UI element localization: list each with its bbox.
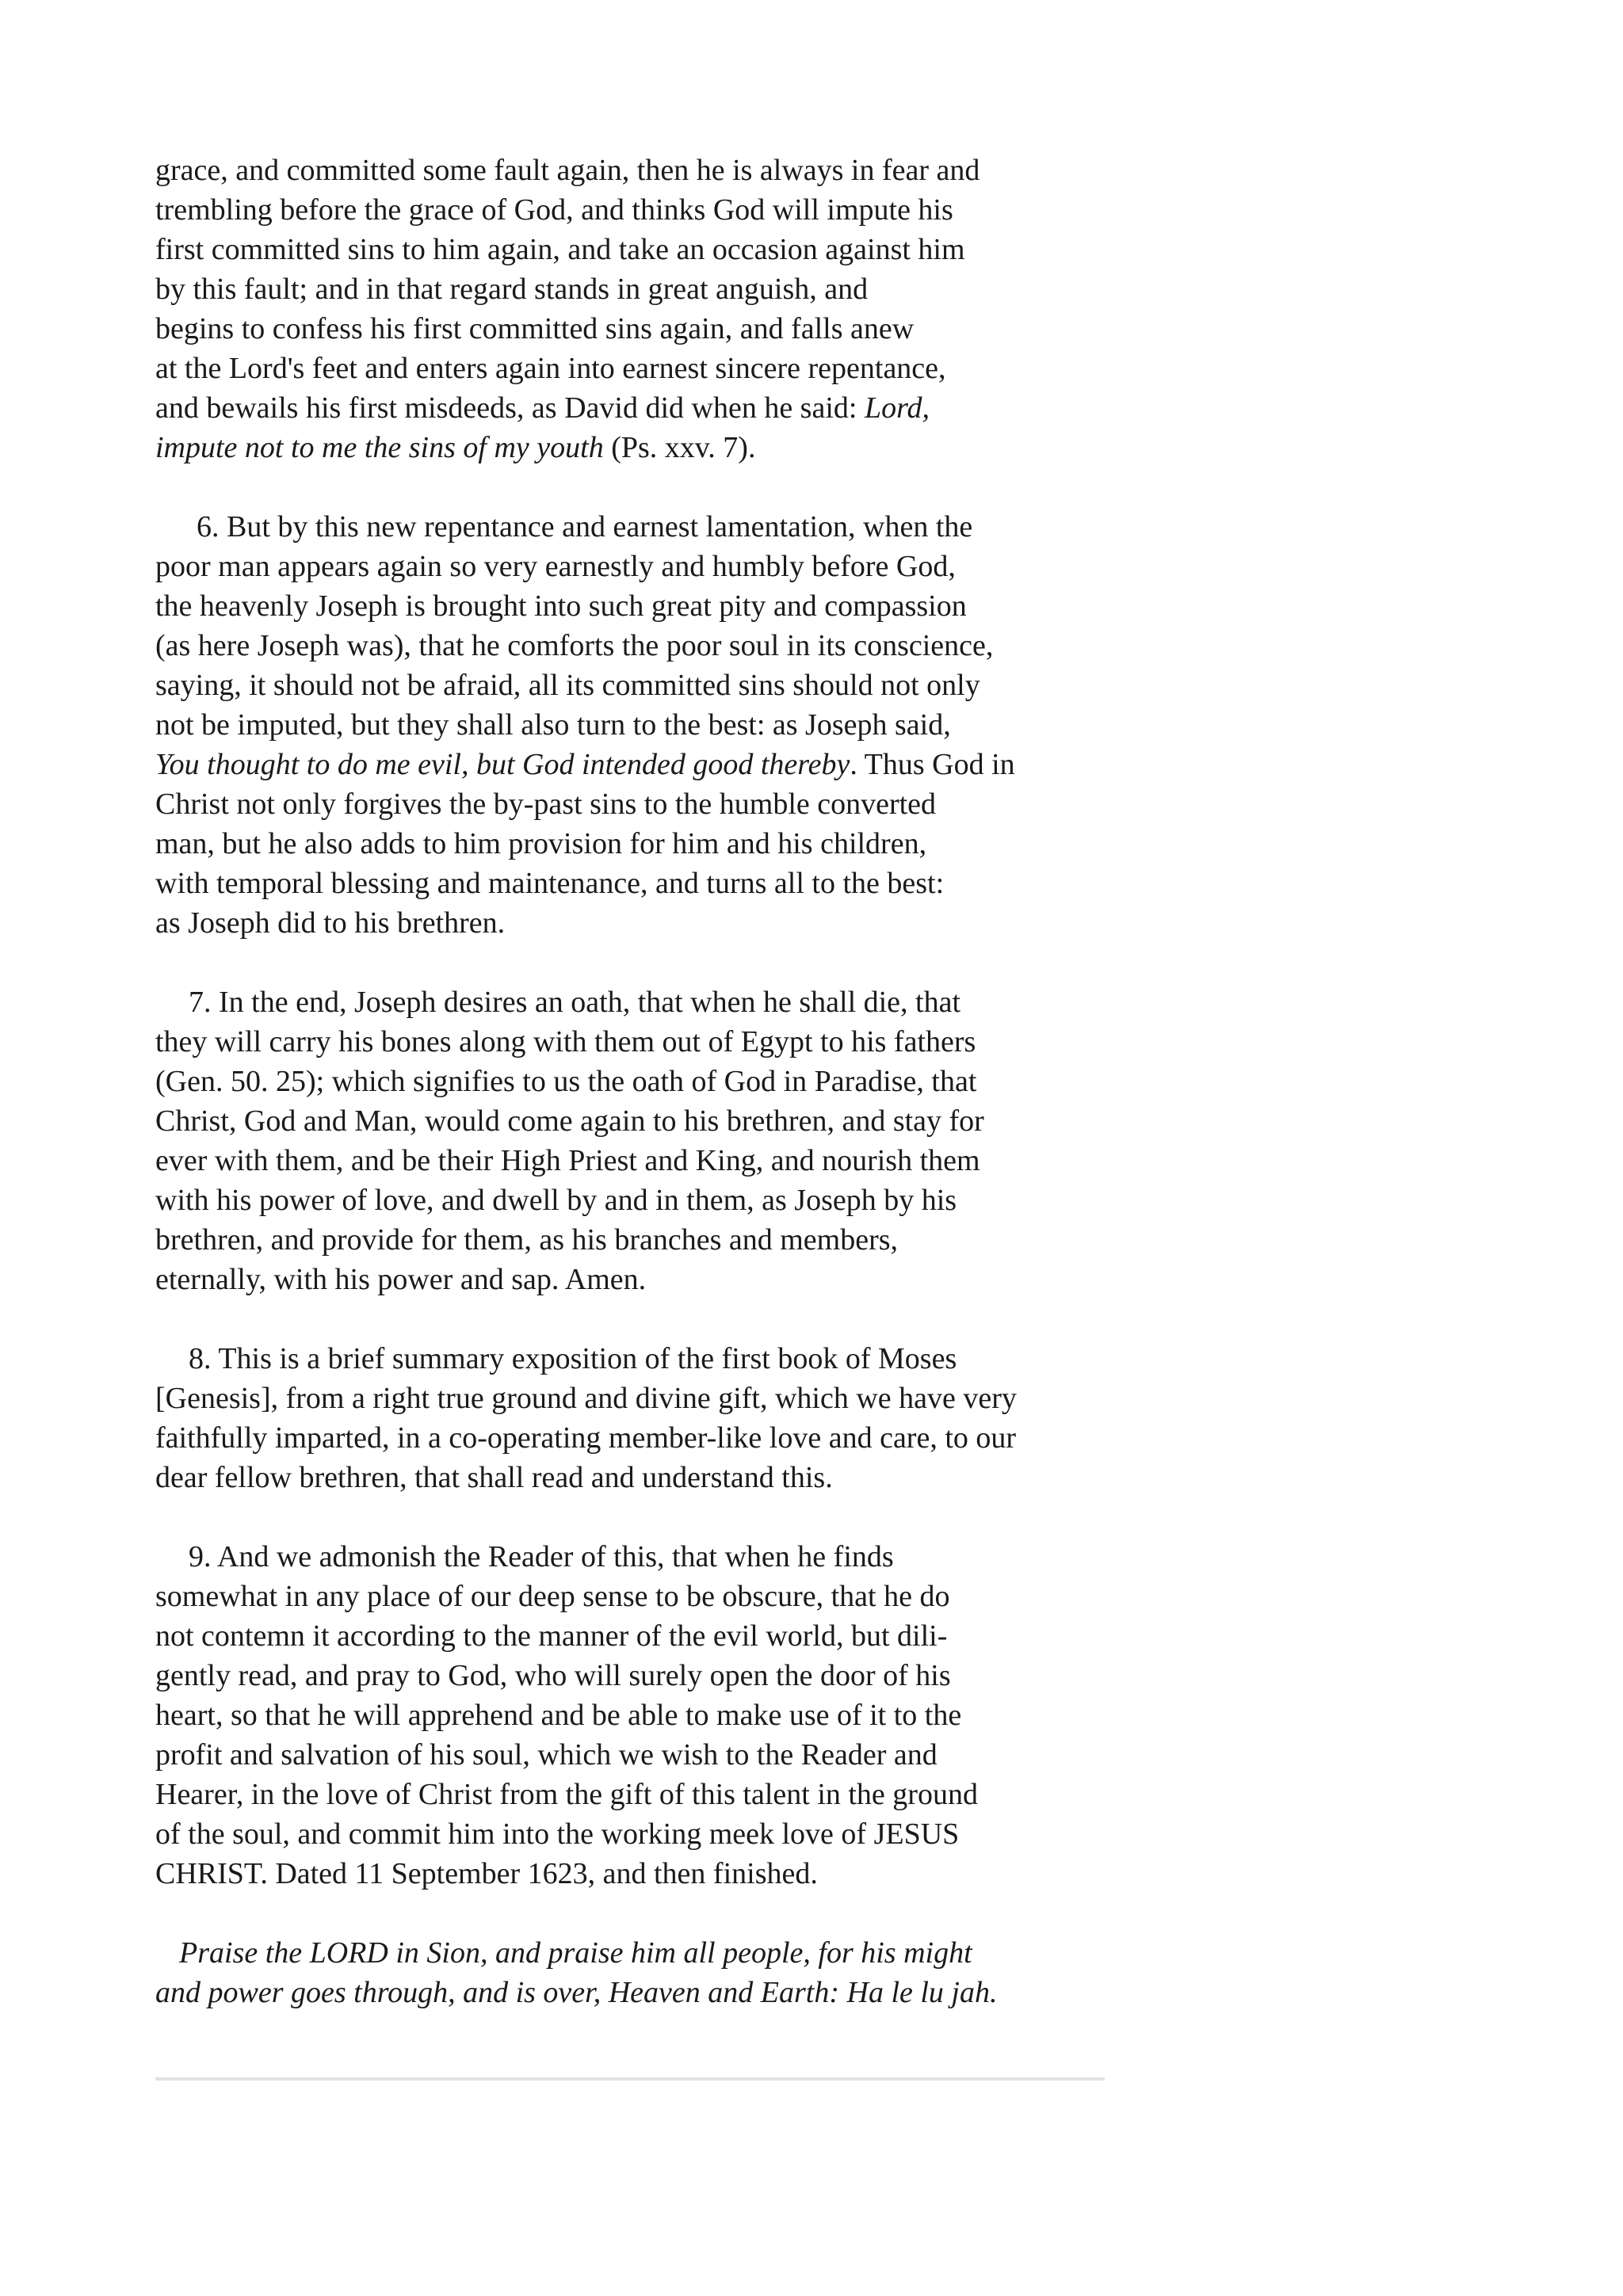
text-line: trembling before the grace of God, and thinks God will impute his xyxy=(155,193,953,227)
document-body xyxy=(155,151,1122,2052)
text-line: saying, it should not be afraid, all its committed sins should not only xyxy=(155,669,980,702)
text-line: of the soul, and commit him into the working meek love of JESUS xyxy=(155,1817,960,1851)
text-line: somewhat in any place of our deep sense to be obscure, that he do xyxy=(155,1580,950,1613)
text-line: begins to confess his first committed sins again, and falls anew xyxy=(155,312,915,345)
text-line: with temporal blessing and maintenance, and turns all to the best: xyxy=(155,867,945,900)
text-line: [Genesis], from a right true ground and divine gift, which we have very xyxy=(155,1382,1017,1415)
text-line: 6. But by this new repentance and earnest lamentation, when the xyxy=(197,510,973,543)
text-line: ever with them, and be their High Priest and King, and nourish them xyxy=(155,1144,980,1177)
text-line: Christ not only forgives the by-past sins to the humble converted xyxy=(155,788,937,821)
text-line: 9. And we admonish the Reader of this, that when he finds xyxy=(189,1540,894,1573)
text-line: heart, so that he will apprehend and be able to make use of it to the xyxy=(155,1699,962,1732)
text-line: (Gen. 50. 25); which signifies to us the oath of God in Paradise, that xyxy=(155,1065,977,1098)
text-line: by this fault; and in that regard stands in great anguish, and xyxy=(155,273,869,306)
horizontal-rule xyxy=(155,2077,1105,2081)
text-line: 8. This is a brief summary exposition of the first book of Moses xyxy=(189,1342,957,1375)
text-line: not contemn it according to the manner of the evil world, but dili- xyxy=(155,1619,948,1653)
text-line: grace, and committed some fault again, then he is always in fear and xyxy=(155,154,980,187)
text-line: 7. In the end, Joseph desires an oath, that when he shall die, that xyxy=(189,986,961,1019)
text-line: not be imputed, but they shall also turn to the best: as Joseph said, xyxy=(155,708,951,742)
scripture-quote: impute not to me the sins of my youth xyxy=(155,431,604,464)
text-line: first committed sins to him again, and take an occasion against him xyxy=(155,233,965,266)
scripture-quote: You thought to do me evil, but God intended good thereby xyxy=(155,748,850,781)
text-line: faithfully imparted, in a co-operating member-like love and care, to our xyxy=(155,1421,1017,1455)
text-line: dear fellow brethren, that shall read and understand this. xyxy=(155,1461,833,1494)
text-run: . Thus God in xyxy=(850,748,1015,781)
paragraph-8 xyxy=(155,1339,1122,1497)
paragraph-6 xyxy=(155,507,1122,943)
text-line: with his power of love, and dwell by and in them, as Joseph by his xyxy=(155,1184,957,1217)
text-line: man, but he also adds to him provision for him and his children, xyxy=(155,827,927,860)
paragraph-7 xyxy=(155,982,1122,1299)
text-line: the heavenly Joseph is brought into such great pity and compassion xyxy=(155,589,967,623)
text-line: eternally, with his power and sap. Amen. xyxy=(155,1263,647,1296)
text-line: Praise the LORD in Sion, and praise him all people, for his might xyxy=(179,1936,972,1970)
text-line xyxy=(155,745,1122,784)
text-line: at the Lord's feet and enters again into earnest sincere repentance, xyxy=(155,352,946,385)
text-line: Christ, God and Man, would come again to his brethren, and stay for xyxy=(155,1104,984,1138)
text-line: Hearer, in the love of Christ from the gift of this talent in the ground xyxy=(155,1778,978,1811)
text-line xyxy=(155,428,1122,467)
text-line: gently read, and pray to God, who will surely open the door of his xyxy=(155,1659,951,1692)
paragraph-9 xyxy=(155,1537,1122,1894)
text-line: brethren, and provide for them, as his branches and members, xyxy=(155,1223,899,1257)
scripture-quote: Lord, xyxy=(864,391,930,425)
text-line: CHRIST. Dated 11 September 1623, and then finished. xyxy=(155,1857,818,1890)
text-line: (as here Joseph was), that he comforts the poor soul in its conscience, xyxy=(155,629,994,662)
text-run: and bewails his first misdeeds, as David did when he said: xyxy=(155,391,865,425)
text-line: they will carry his bones along with them out of Egypt to his fathers xyxy=(155,1025,976,1058)
citation: (Ps. xxv. 7). xyxy=(603,431,756,464)
text-line: and power goes through, and is over, Heaven and Earth: Ha le lu jah. xyxy=(155,1976,998,2009)
text-line: poor man appears again so very earnestly and humbly before God, xyxy=(155,550,956,583)
text-line: profit and salvation of his soul, which we wish to the Reader and xyxy=(155,1738,938,1772)
paragraph-5-continued xyxy=(155,151,1122,467)
closing-doxology xyxy=(155,1933,1122,2012)
text-line: as Joseph did to his brethren. xyxy=(155,906,506,940)
text-line xyxy=(155,388,1122,428)
